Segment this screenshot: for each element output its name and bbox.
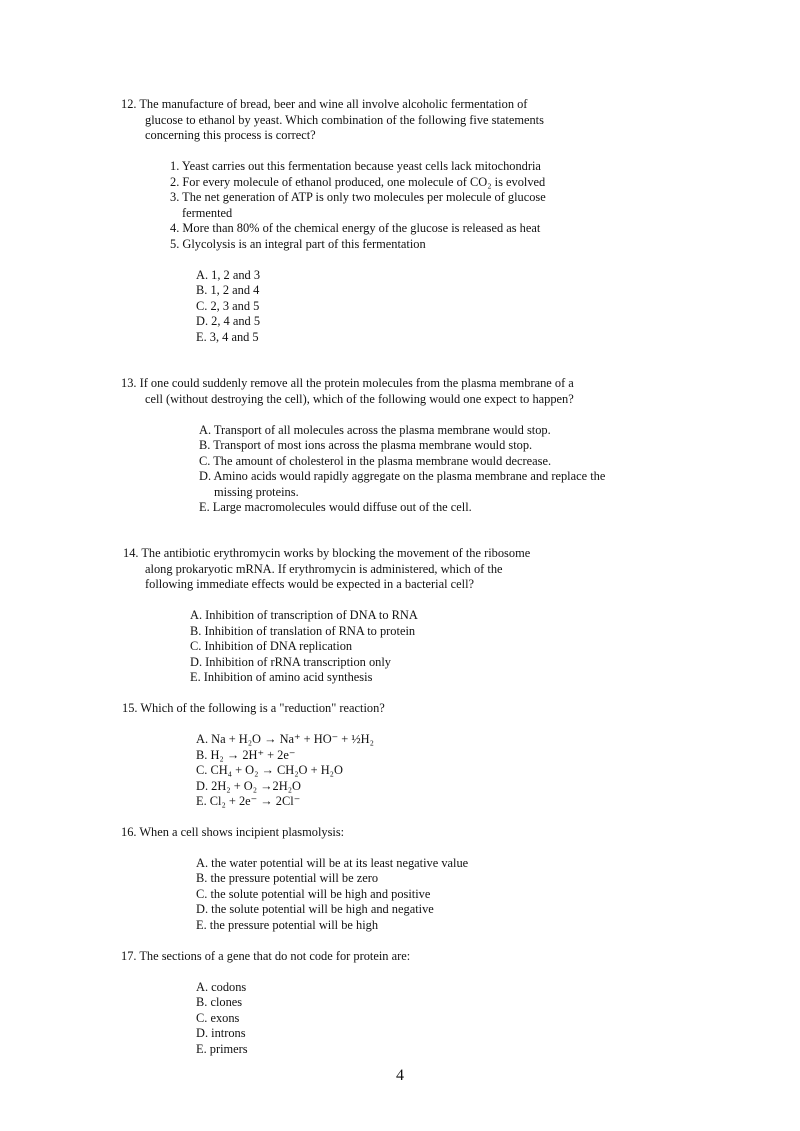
answer-option: missing proteins. [214, 485, 299, 499]
answer-option: A. Na + H₂O → Na⁺ + HO⁻ + ½H₂ [196, 732, 374, 746]
answer-option: E. Large macromolecules would diffuse out of the cell. [199, 500, 472, 514]
statement: 2. For every molecule of ethanol produced, one molecule of CO₂ is evolved [170, 175, 546, 189]
answer-option: D. Inhibition of rRNA transcription only [190, 655, 391, 669]
answer-option: C. 2, 3 and 5 [196, 299, 260, 313]
question-stem: 15. Which of the following is a "reduction" reaction? [122, 701, 385, 715]
question-stem: concerning this process is correct? [145, 128, 316, 142]
answer-option: C. Inhibition of DNA replication [190, 639, 353, 653]
question-stem: 17. The sections of a gene that do not code for protein are: [121, 949, 411, 963]
answer-option: E. the pressure potential will be high [196, 918, 379, 932]
question-stem: 13. If one could suddenly remove all the protein molecules from the plasma membrane of a [121, 376, 574, 390]
answer-option: D. introns [196, 1026, 246, 1040]
answer-option: B. the pressure potential will be zero [196, 871, 379, 885]
answer-option: A. 1, 2 and 3 [196, 268, 261, 282]
answer-option: D. 2H₂ + O₂ →2H₂O [196, 779, 301, 793]
answer-option: C. exons [196, 1011, 240, 1025]
answer-option: B. Transport of most ions across the plasma membrane would stop. [199, 438, 533, 452]
question-stem: 14. The antibiotic erythromycin works by blocking the movement of the ribosome [123, 546, 531, 560]
answer-option: E. Cl₂ + 2e⁻ → 2Cl⁻ [196, 794, 301, 808]
answer-option: B. H₂ → 2H⁺ + 2e⁻ [196, 748, 296, 762]
answer-option: B. 1, 2 and 4 [196, 283, 260, 297]
answer-option: E. primers [196, 1042, 248, 1056]
answer-option: B. clones [196, 995, 243, 1009]
answer-option: C. CH₄ + O₂ → CH₂O + H₂O [196, 763, 343, 777]
answer-option: E. Inhibition of amino acid synthesis [190, 670, 373, 684]
page-number: 4 [396, 1067, 404, 1084]
answer-option: D. Amino acids would rapidly aggregate on the plasma membrane and replace the [199, 469, 606, 483]
answer-option: A. codons [196, 980, 247, 994]
statement: 1. Yeast carries out this fermentation because yeast cells lack mitochondria [170, 159, 541, 173]
answer-option: C. The amount of cholesterol in the plasma membrane would decrease. [199, 454, 552, 468]
question-stem: 16. When a cell shows incipient plasmolysis: [121, 825, 345, 839]
question-stem: along prokaryotic mRNA. If erythromycin is administered, which of the [145, 562, 503, 576]
question-stem: 12. The manufacture of bread, beer and wine all involve alcoholic fermentation of [121, 97, 528, 111]
answer-option: B. Inhibition of translation of RNA to protein [190, 624, 416, 638]
answer-option: A. Inhibition of transcription of DNA to RNA [190, 608, 418, 622]
statement: 5. Glycolysis is an integral part of this fermentation [170, 237, 426, 251]
answer-option: C. the solute potential will be high and positive [196, 887, 431, 901]
question-stem: following immediate effects would be expected in a bacterial cell? [145, 577, 475, 591]
question-stem: cell (without destroying the cell), which of the following would one expect to happen? [145, 392, 574, 406]
answer-option: D. 2, 4 and 5 [196, 314, 261, 328]
statement: fermented [182, 206, 233, 220]
statement: 3. The net generation of ATP is only two molecules per molecule of glucose [170, 190, 546, 204]
answer-option: A. Transport of all molecules across the plasma membrane would stop. [199, 423, 551, 437]
answer-option: A. the water potential will be at its least negative value [196, 856, 469, 870]
answer-option: D. the solute potential will be high and negative [196, 902, 434, 916]
statement: 4. More than 80% of the chemical energy of the glucose is released as heat [170, 221, 541, 235]
answer-option: E. 3, 4 and 5 [196, 330, 259, 344]
question-stem: glucose to ethanol by yeast. Which combination of the following five statements [145, 113, 544, 127]
